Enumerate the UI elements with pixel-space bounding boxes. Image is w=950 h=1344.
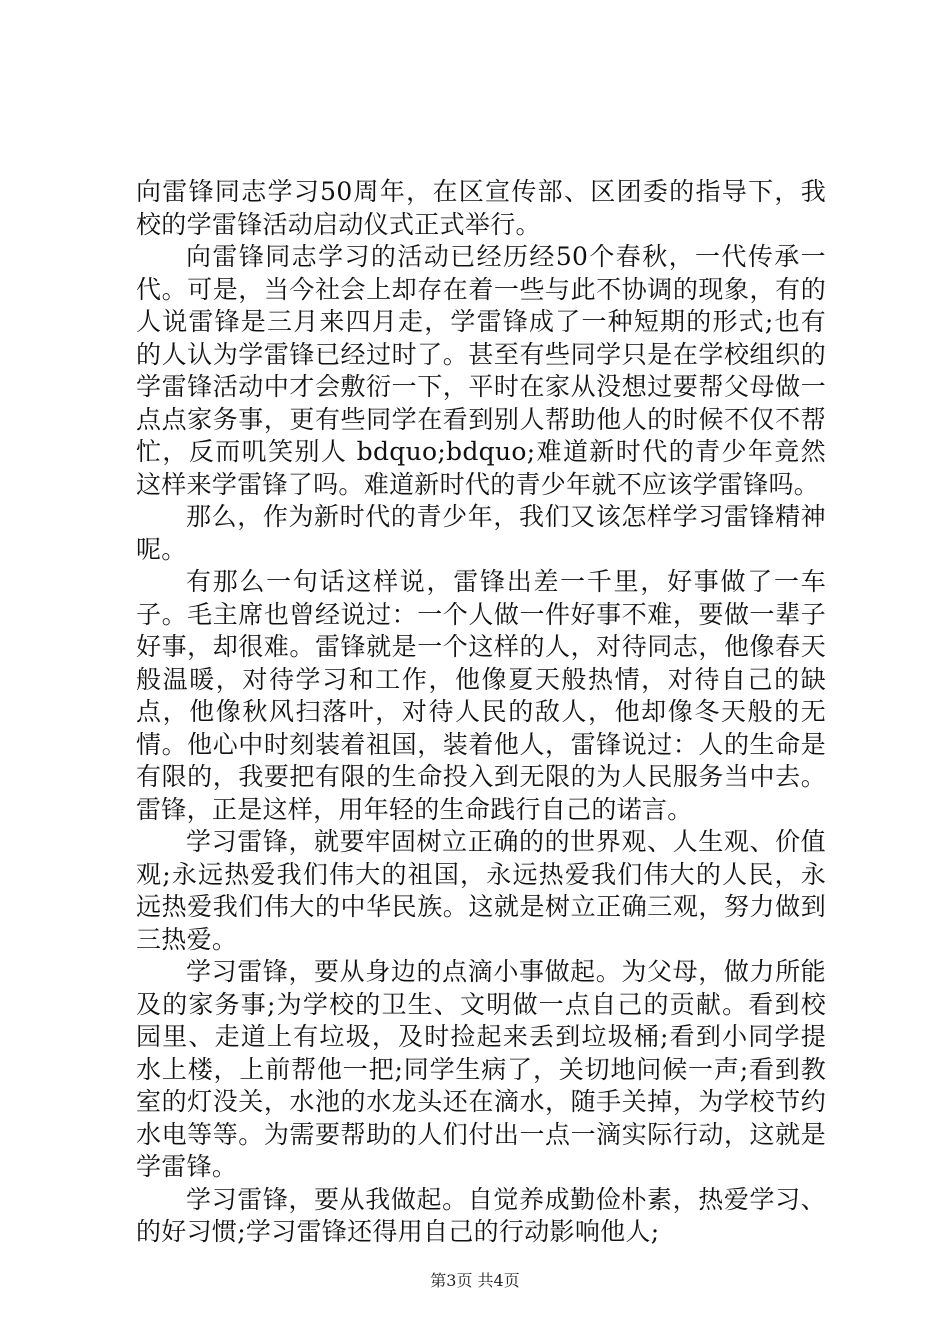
- paragraph-3: 那么，作为新时代的青少年，我们又该怎样学习雷锋精神呢。: [136, 502, 826, 564]
- paragraph-1: 向雷锋同志学习50周年，在区宣传部、区团委的指导下，我校的学雷锋活动启动仪式正式举行。: [136, 177, 826, 239]
- document-body: [136, 176, 826, 1249]
- paragraph-7: 学习雷锋，要从我做起。自觉养成勤俭朴素，热爱学习、的好习惯;学习雷锋还得用自己的行动影响他人;: [136, 1184, 826, 1246]
- paragraph-6: 学习雷锋，要从身边的点滴小事做起。为父母，做力所能及的家务事;为学校的卫生、文明做一点自己的贡献。看到校园里、走道上有垃圾，及时捡起来丢到垃圾桶;看到小同学提水上楼，上前帮他一把;同学生病了，关切地问候一声;看到教室的灯没关，水池的水龙头还在滴水，随手关掉，为学校节约水电等等。为需要帮助的人们付出一点一滴实际行动，这就是学雷锋。: [136, 957, 826, 1181]
- paragraph-5: 学习雷锋，就要牢固树立正确的的世界观、人生观、价值观;永远热爱我们伟大的祖国，永远热爱我们伟大的人民，永远热爱我们伟大的中华民族。这就是树立正确三观，努力做到三热爱。: [136, 827, 826, 954]
- paragraph-2: 向雷锋同志学习的活动已经历经50个春秋，一代传承一代。可是，当今社会上却存在着一些与此不协调的现象，有的人说雷锋是三月来四月走，学雷锋成了一种短期的形式;也有的人认为学雷锋已经过时了。甚至有些同学只是在学校组织的学雷锋活动中才会敷衍一下，平时在家从没想过要帮父母做一点点家务事，更有些同学在看到别人帮助他人的时候不仅不帮忙，反而叽笑别人 bdquo;bdquo;难道新时代的青少年竟然这样来学雷锋了吗。难道新时代的青少年就不应该学雷锋吗。: [136, 242, 826, 499]
- paragraph-4: 有那么一句话这样说，雷锋出差一千里，好事做了一车子。毛主席也曾经说过：一个人做一件好事不难，要做一辈子好事，却很难。雷锋就是一个这样的人，对待同志，他像春天般温暖，对待学习和工作，他像夏天般热情，对待自己的缺点，他像秋风扫落叶，对待人民的敌人，他却像冬天般的无情。他心中时刻装着祖国，装着他人，雷锋说过：人的生命是有限的，我要把有限的生命投入到无限的为人民服务当中去。雷锋，正是这样，用年轻的生命践行自己的诺言。: [136, 567, 826, 824]
- page-number-footer: 第3页 共4页: [430, 1271, 520, 1290]
